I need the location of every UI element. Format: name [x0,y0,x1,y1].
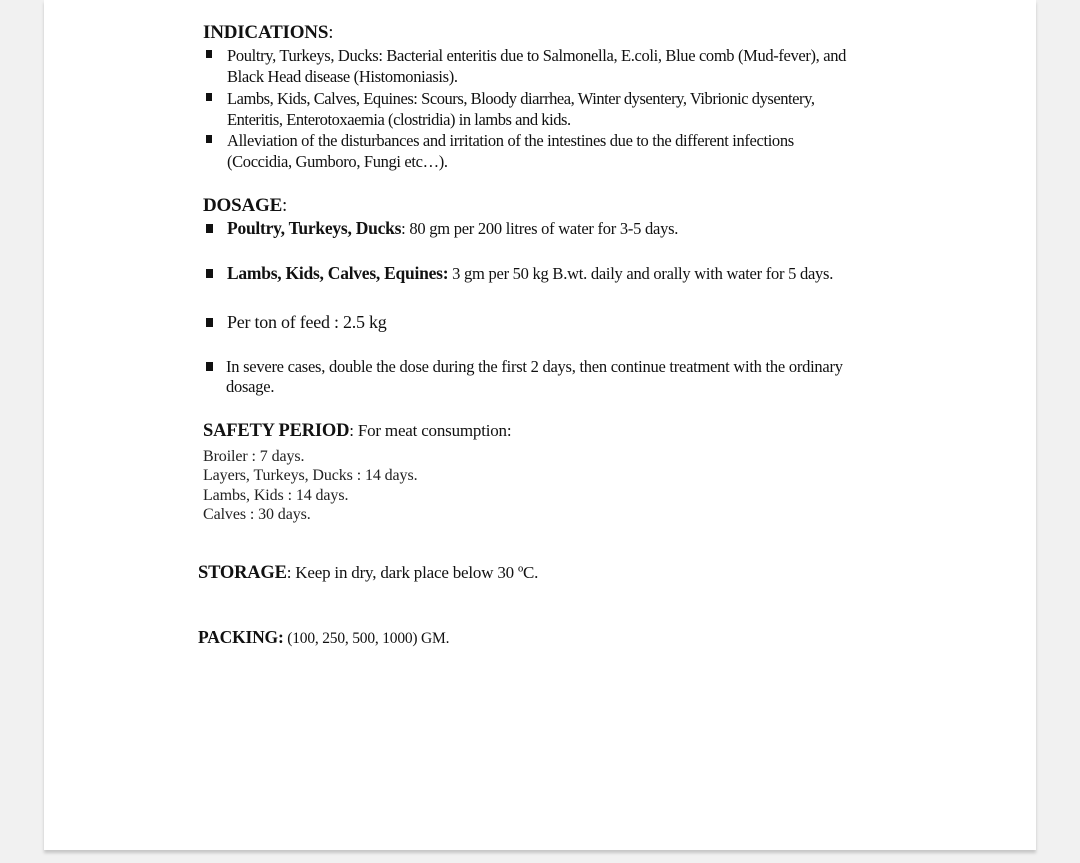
safety-heading: SAFETY PERIOD: For meat consumption: [203,421,512,441]
indication-item-poultry: Poultry, Turkeys, Ducks: Bacterial enteritis due to Salmonella, E.coli, Blue comb (Mud-fever), and Black Head disease (Histomoniasis). [227,46,846,86]
indications-heading: INDICATIONS: [203,22,334,43]
safety-title: SAFETY PERIOD [203,421,350,441]
dosage-item-lambs: Lambs, Kids, Calves, Equines: 3 gm per 50 kg B.wt. daily and orally with water for 5 days. [227,263,834,283]
dosage-heading: DOSAGE: [203,195,288,216]
safety-line-layers: Layers, Turkeys, Ducks : 14 days. [203,467,418,484]
bullet-icon [206,50,212,58]
bullet-icon [206,224,213,233]
packing-heading: PACKING: (100, 250, 500, 1000) GM. [198,627,450,647]
storage-title: STORAGE [198,563,287,583]
document-page [44,0,1036,850]
storage-heading: STORAGE: Keep in dry, dark place below 30 ºC. [198,563,539,583]
safety-line-calves: Calves : 30 days. [203,506,311,523]
indications-title: INDICATIONS [203,22,329,43]
bullet-icon [206,135,212,143]
dosage-item-severe: In severe cases, double the dose during the first 2 days, then continue treatment with the ordinary dosage. [226,357,843,396]
bullet-icon [206,93,212,101]
bullet-icon [206,362,213,371]
dosage-item-feed: Per ton of feed : 2.5 kg [227,312,387,332]
indication-item-alleviation: Alleviation of the disturbances and irritation of the intestines due to the different infections (Coccidia, Gumboro, Fungi etc…). [227,131,794,171]
safety-line-lambs: Lambs, Kids : 14 days. [203,487,349,504]
dosage-item-poultry: Poultry, Turkeys, Ducks: 80 gm per 200 litres of water for 3-5 days. [227,218,679,238]
dosage-title: DOSAGE [203,195,283,216]
bullet-icon [206,269,213,278]
bullet-icon [206,318,213,327]
packing-title: PACKING: [198,627,284,647]
indication-item-lambs: Lambs, Kids, Calves, Equines: Scours, Bloody diarrhea, Winter dysentery, Vibrionic dysentery, Enteritis, Enterotoxaemia (clostridia) in lambs and kids. [227,89,815,129]
safety-line-broiler: Broiler : 7 days. [203,448,305,465]
